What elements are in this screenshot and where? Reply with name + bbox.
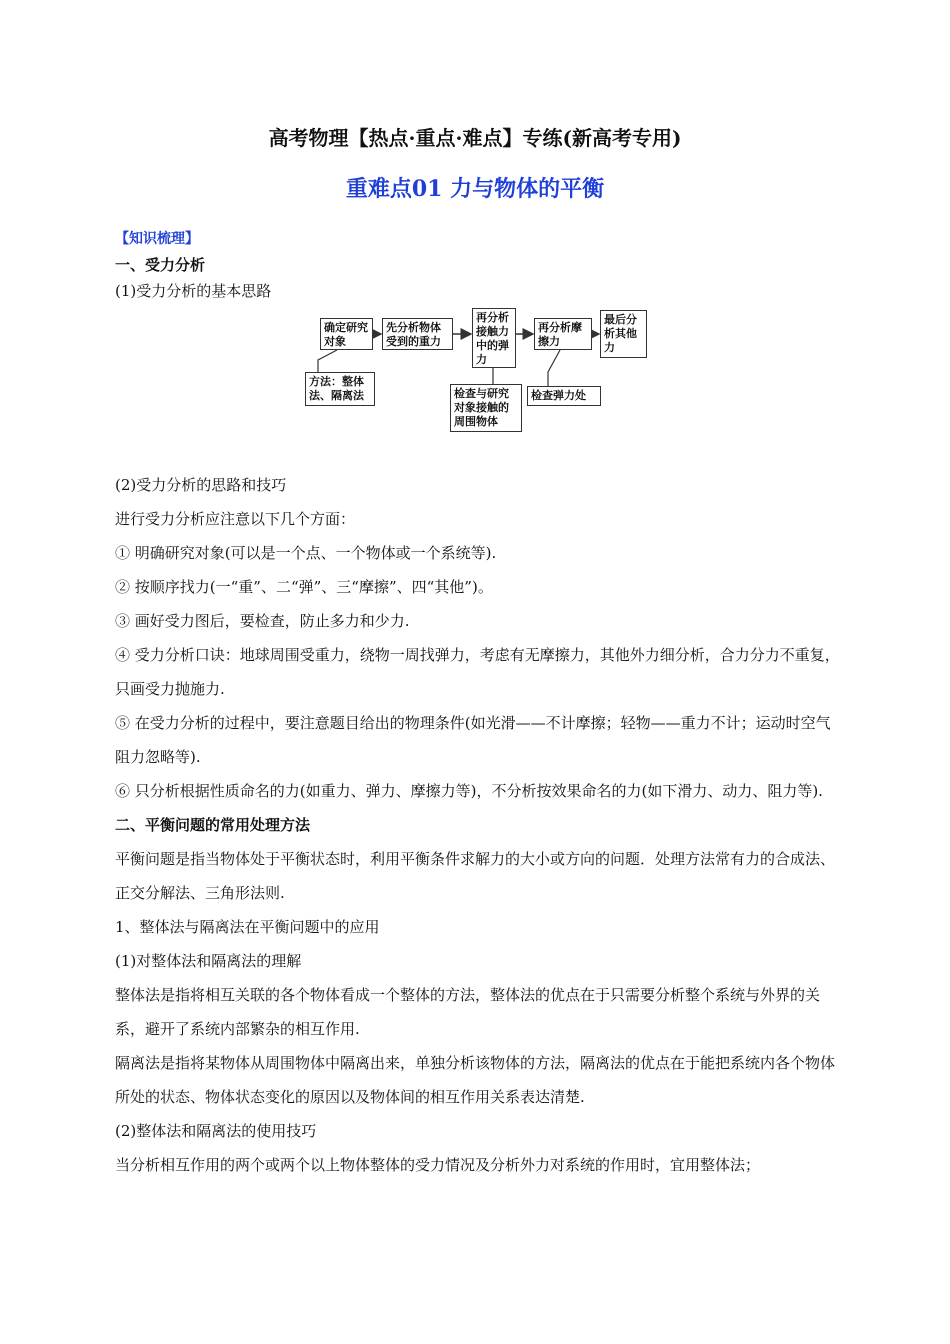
list-item: ② 按顺序找力(一“重”、二“弹”、三“摩擦”、四“其他”)。 <box>115 578 493 596</box>
flow-box-3: 再分析接触力中的弹力 <box>472 308 516 368</box>
document-body <box>115 226 840 1182</box>
list-item: ③ 画好受力图后，要检查，防止多力和少力. <box>115 612 410 630</box>
list-item: ⑥ 只分析根据性质命名的力(如重力、弹力、摩擦力等)，不分析按效果命名的力(如下滑力、动力、阻力等). <box>115 782 823 800</box>
section-tag: 【知识梳理】 <box>115 231 199 247</box>
flow-box-5: 最后分析其他力 <box>600 310 647 358</box>
document-title: 高考物理【热点·重点·难点】专练(新高考专用) <box>268 126 682 150</box>
flow-note-check-contacts: 检查与研究对象接触的周围物体 <box>450 384 522 432</box>
document-subtitle: 重难点01 力与物体的平衡 <box>345 176 605 202</box>
list-item: ① 明确研究对象(可以是一个点、一个物体或一个系统等). <box>115 544 497 562</box>
list-item: ④ 受力分析口诀：地球周围受重力，绕物一周找弹力，考虑有无摩擦力，其他外力细分析，合力分力不重复，只画受力抛施力. <box>115 646 840 698</box>
heading-equilibrium-methods: 二、平衡问题的常用处理方法 <box>115 816 311 834</box>
subheading-basic-approach: (1)受力分析的基本思路 <box>115 282 272 300</box>
subheading-whole-isolation: 1、整体法与隔离法在平衡问题中的应用 <box>115 918 380 936</box>
paragraph: 隔离法是指将某物体从周围物体中隔离出来，单独分析该物体的方法，隔离法的优点在于能把系统内各个物体所处的状态、物体状态变化的原因以及物体间的相互作用关系表达清楚. <box>115 1054 836 1106</box>
note-connector-1 <box>318 350 337 372</box>
flow-note-method: 方法：整体法、隔离法 <box>305 372 375 406</box>
flow-box-2: 先分析物体受到的重力 <box>382 318 453 350</box>
paragraph: 整体法是指将相互关联的各个物体看成一个整体的方法，整体法的优点在于只需要分析整个系统与外界的关系，避开了系统内部繁杂的相互作用. <box>115 986 821 1038</box>
subheading-approach-tips: (2)受力分析的思路和技巧 <box>115 476 287 494</box>
flow-box-1: 确定研究对象 <box>320 318 373 350</box>
note-connector-3 <box>548 350 560 386</box>
paragraph: 平衡问题是指当物体处于平衡状态时，利用平衡条件求解力的大小或方向的问题．处理方法常有力的合成法、正交分解法、三角形法则. <box>115 850 836 902</box>
subheading-understanding: (1)对整体法和隔离法的理解 <box>115 952 302 970</box>
subheading-usage-tips: (2)整体法和隔离法的使用技巧 <box>115 1122 317 1140</box>
heading-force-analysis: 一、受力分析 <box>115 256 206 274</box>
intro-paragraph: 进行受力分析应注意以下几个方面： <box>115 510 356 528</box>
paragraph: 当分析相互作用的两个或两个以上物体整体的受力情况及分析外力对系统的作用时，宜用整体法； <box>115 1156 761 1174</box>
force-analysis-flowchart <box>115 311 840 454</box>
flow-note-check-elastic: 检查弹力处 <box>527 386 601 406</box>
flow-box-4: 再分析摩擦力 <box>534 318 592 350</box>
list-item: ⑤ 在受力分析的过程中，要注意题目给出的物理条件(如光滑——不计摩擦；轻物——重力不计；运动时空气阻力忽略等). <box>115 714 831 766</box>
